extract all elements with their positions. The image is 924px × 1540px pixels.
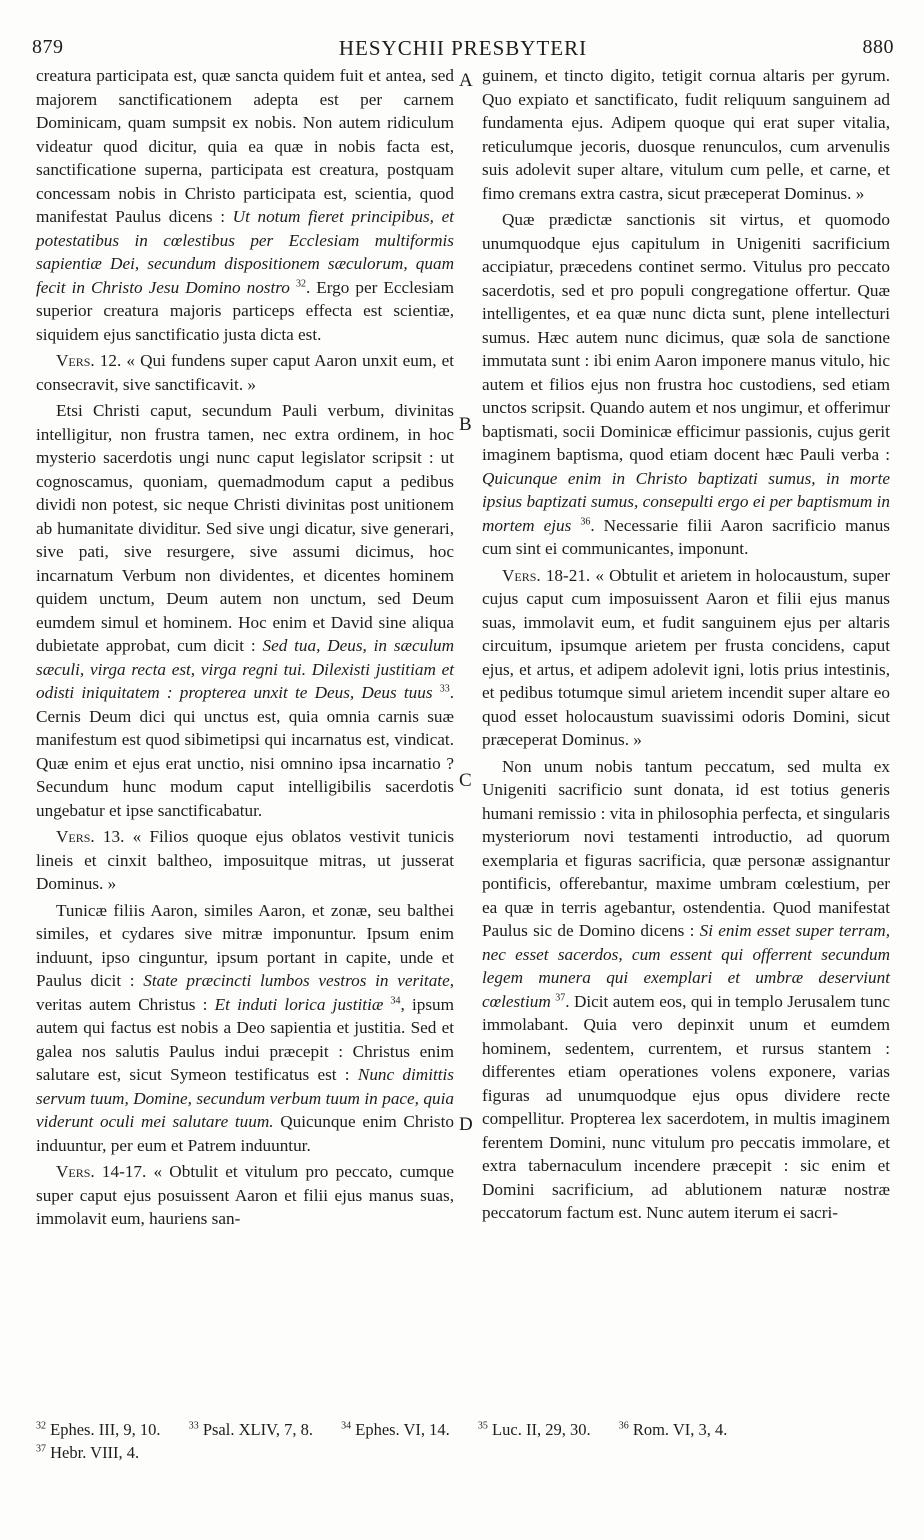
footnote-line xyxy=(36,1418,896,1441)
verse-heading xyxy=(482,564,890,752)
verse-label: Vers. 13. xyxy=(56,827,125,846)
verse-label: Vers. 12. xyxy=(56,351,122,370)
paragraph: Tunicæ filiis Aaron, similes Aaron, et zonæ, seu balthei similes, et cydares sive mitræ imponuntur. Ipsum enim induunt, ipso cinguntur, ipsum portant in capite, unde et Paulus dicit : State præcincti lumbos vestros in veritate, veritas autem Christus : Et induti lorica justitiæ $^{34}$, ipsum autem qui factus est nobis a Deo sapientia et justitia. Sed et galea nos salutis Paulus indui præcepit : Christus enim salutare est, sicut Symeon testificatus est : Nunc dimittis servum tuum, Domine, secundum verbum tuum in pace, quia viderunt oculi mei salutare tuum. Quicunque enim Christo induuntur, per eum et Patrem induuntur. xyxy=(36,900,455,1155)
scripture-quote: Sed tua, Deus, in sæculum sæculi, virga recta est, virga regni tui. Dilexisti justitiam et odisti iniquitatem : propterea unxit te Deus, Deus tuus xyxy=(36,636,454,702)
page-number-left: 879 xyxy=(32,36,64,58)
scripture-quote: Quicunque enim in Christo baptizati sumus, in morte ipsius baptizati sumus, consepulti ergo ei per baptismum in mortem ejus xyxy=(482,468,890,535)
page-number-right: 880 xyxy=(862,36,894,58)
paragraph: Non unum nobis tantum peccatum, sed multa ex Unigeniti sacrificio sunt donata, id est totius generis humani remissio : vita in philosophia perfecta, et singularis mysteriorum novi testamenti introductio, ad quorum exemplaria et figuras sacrificia, quæ personæ assignantur pontificis, offerebantur, maxime umbram cœlestium, per ea quæ in terris agebantur, ostendentia. Quod manifestat Paulus sic de Domino dicens : Si enim esset super terram, nec esset sacerdos, cum essent qui offerrent secundum legem munera qui exemplari et umbræ deserviunt cœlestium $^{37}$. Dicit autem eos, qui in templo Jerusalem tunc immolabant. Quia vero depinxit unum et eumdem hominem, sedentem, currentem, et rursus stantem : differentes etiam operationes volens exponere, varias figuras ad unumquodque ejus opus dividere recte compellitur. Propterea lex sacerdotem, in multis imaginem ferentem Domini, nunc vitulum pro peccatis immolare, et extra tabernaculum incendere præcepit : sic enim et Domini sacrificium, ad ablutionem naturæ nostræ peccatorum factum est. Nunc autem iterum ei sacri- xyxy=(482,756,890,1222)
right-column xyxy=(482,64,890,1225)
verse-text: « Obtulit et arietem in holocaustum, super cujus caput cum imposuissent Aaron et filii ejus manus suas, immolavit eum, et fudit sanguinem ejus per altaris circuitum, ipsumque arietem per frusta concidens, caput ejus, et artus, et adipem adolevit igni, lotis prius intestinis, et pedibus totumque simul arietem incendit super altare eo quod esset holocaustum suavissimi odoris Domini, sicut præceperat Dominus. » xyxy=(482,565,890,749)
footnote: $^{35}$ Luc. II, 29, 30. xyxy=(477,1420,591,1439)
verse-text: « Obtulit et vitulum pro peccato, cumque super caput ejus posuissent Aaron et filii ejus manus suas, immolavit eum, hauriens san- xyxy=(36,1162,454,1228)
verse-text: « Filios quoque ejus oblatos vestivit tunicis lineis et cinxit baltheo, imposuitque mitras, ut jusserat Dominus. » xyxy=(36,827,455,893)
footnote-ref: 36 xyxy=(580,515,591,527)
scripture-quote: Si enim esset super terram, nec esset sacerdos, cum essent qui offerrent secundum legem munera qui exemplari et umbræ deserviunt cœlestium xyxy=(482,921,890,1011)
verse-label: Vers. 18-21. xyxy=(502,565,591,585)
running-title: HESYCHII PRESBYTERI xyxy=(338,36,588,60)
left-column xyxy=(36,64,454,1231)
footnote: $^{32}$ Ephes. III, 9, 10. xyxy=(36,1420,161,1439)
margin-marker-c: C xyxy=(459,770,472,791)
scripture-quote: Nunc dimittis servum tuum, Domine, secundum verbum tuum in pace, quia viderunt oculi mei salutare tuum. xyxy=(36,1065,454,1131)
footnote-ref: 34 xyxy=(390,994,401,1006)
paragraph: Quæ prædictæ sanctionis sit virtus, et quomodo unumquodque ejus capitulum in Unigeniti sacrificium accipiatur, præcedens continet sermo. Vitulus pro peccato sacerdotis, sed et pro populi congregatione offertur. Quæ intelligentes, et ea quæ nunc dicta sunt, plene intellecturi sumus. Hæc autem nunc dicimus, quæ sola de sanctione immutata sunt : ibi enim Aaron imponere manus vitulo, hic autem et filios ejus non frustra hoc custodiens, sed etiam unctos scripsit. Quando autem et nos ungimur, et offerimur baptismati, socii Dominicæ efficimur passionis, cujus gerit imaginem baptisma, quod etiam docent hæc Pauli verba : Quicunque enim in Christo baptizati sumus, in morte ipsius baptizati sumus, consepulti ergo ei per baptismum in mortem ejus $^{36}$. Necessarie filii Aaron sacrificio manus cum sint ei communicantes, imponunt. xyxy=(482,210,891,558)
verse-text: « Qui fundens super caput Aaron unxit eum, et consecravit, sive sanctificavit. » xyxy=(36,351,454,394)
paragraph: guinem, et tincto digito, tetigit cornua altaris per gyrum. Quo expiato et sanctificato, fudit reliquum sanguinem ad fundamenta ejus. Adipem quoque qui erat super vitalia, reticulumque jecoris, duosque renunculos, cum arvenulis suis adolevit super altare, vitulum cum pelle, et carne, et fimo cremans extra castra, sicut præceperat Dominus. » xyxy=(482,66,890,203)
verse-heading xyxy=(36,1160,454,1231)
footnote-ref: 37 xyxy=(555,991,566,1003)
scripture-quote: State præcincti lumbos vestros in veritate xyxy=(143,971,450,990)
footnote-ref: 32 xyxy=(295,277,306,289)
verse-heading xyxy=(36,825,454,896)
footnotes xyxy=(36,1418,896,1464)
margin-marker-a: A xyxy=(459,70,473,91)
footnote: $^{34}$ Ephes. VI, 14. xyxy=(341,1420,450,1439)
footnote: $^{33}$ Psal. XLIV, 7, 8. xyxy=(188,1420,313,1439)
margin-marker-b: B xyxy=(459,414,472,435)
scripture-quote: Ut notum fieret principibus, et potestatibus in cœlestibus per Ecclesiam multiformis sapientiæ Dei, secundum dispositionem sæculorum, quam fecit in Christo Jesu Domino nostro xyxy=(36,207,454,297)
paragraph: creatura participata est, quæ sancta quidem fuit et antea, sed majorem sanctificationem adepta est per carnem Dominicam, quam sumpsit ex nobis. Non autem ridiculum videatur quod dicitur, quia ea quæ in nobis facta est, sanctificatione superna, participata est creatura, postquam concessam nobis in Christo participata est, scientia, quod manifestat Paulus dicens : Ut notum fieret principibus, et potestatibus in cœlestibus per Ecclesiam multiformis sapientiæ Dei, secundum dispositionem sæculorum, quam fecit in Christo Jesu Domino nostro $^{32}$. Ergo per Ecclesiam superior creatura majoris particeps effecta est scientiæ, siquidem ejus sanctificatio justa dicta est. xyxy=(36,66,454,344)
scripture-quote: Et induti lorica justitiæ xyxy=(214,994,384,1014)
margin-marker-d: D xyxy=(459,1114,473,1135)
verse-label: Vers. 14-17. xyxy=(56,1162,147,1181)
page-header xyxy=(32,36,894,64)
footnote: $^{36}$ Rom. VI, 3, 4. xyxy=(618,1420,728,1439)
footnote: $^{37}$ Hebr. VIII, 4. xyxy=(36,1443,140,1462)
footnote-ref: 33 xyxy=(439,683,450,695)
verse-heading xyxy=(36,349,454,396)
footnote-line xyxy=(36,1441,896,1464)
paragraph: Etsi Christi caput, secundum Pauli verbum, divinitas intelligitur, non frustra tamen, nec extra ordinem, in hoc mysterio sacerdotis ungi nunc caput legislator scripsit : ut cognoscamus, quoniam, quemadmodum caput a pedibus dividi non potest, sic neque Christi divinitas post unitionem ab humanitate dividitur. Sed sive ungi dicatur, sive generari, sive pati, sive resurgere, sive assumi dicimus, hoc incarnatum Verbum non dividentes, et dicentes hominem quidem unctum, Deum autem non unctum, sed Deum eumdem simul et hominem. Hoc enim et David sine aliqua dubietate approbat, cum dicit : Sed tua, Deus, in sæculum sæculi, virga recta est, virga regni tui. Dilexisti justitiam et odisti iniquitatem : propterea unxit te Deus, Deus tuus $^{33}$. Cernis Deum dici qui unctus est, quia omnia carnis suæ manifestum est quod sibimetipsi qui incarnatus est, vindicat. Quæ enim et ejus erat unctio, nisi omnino ipsa incarnatio ? Secundum hunc modum caput intelligibilis sacerdotis ungebatur et ipse sanctificabatur. xyxy=(36,401,455,820)
